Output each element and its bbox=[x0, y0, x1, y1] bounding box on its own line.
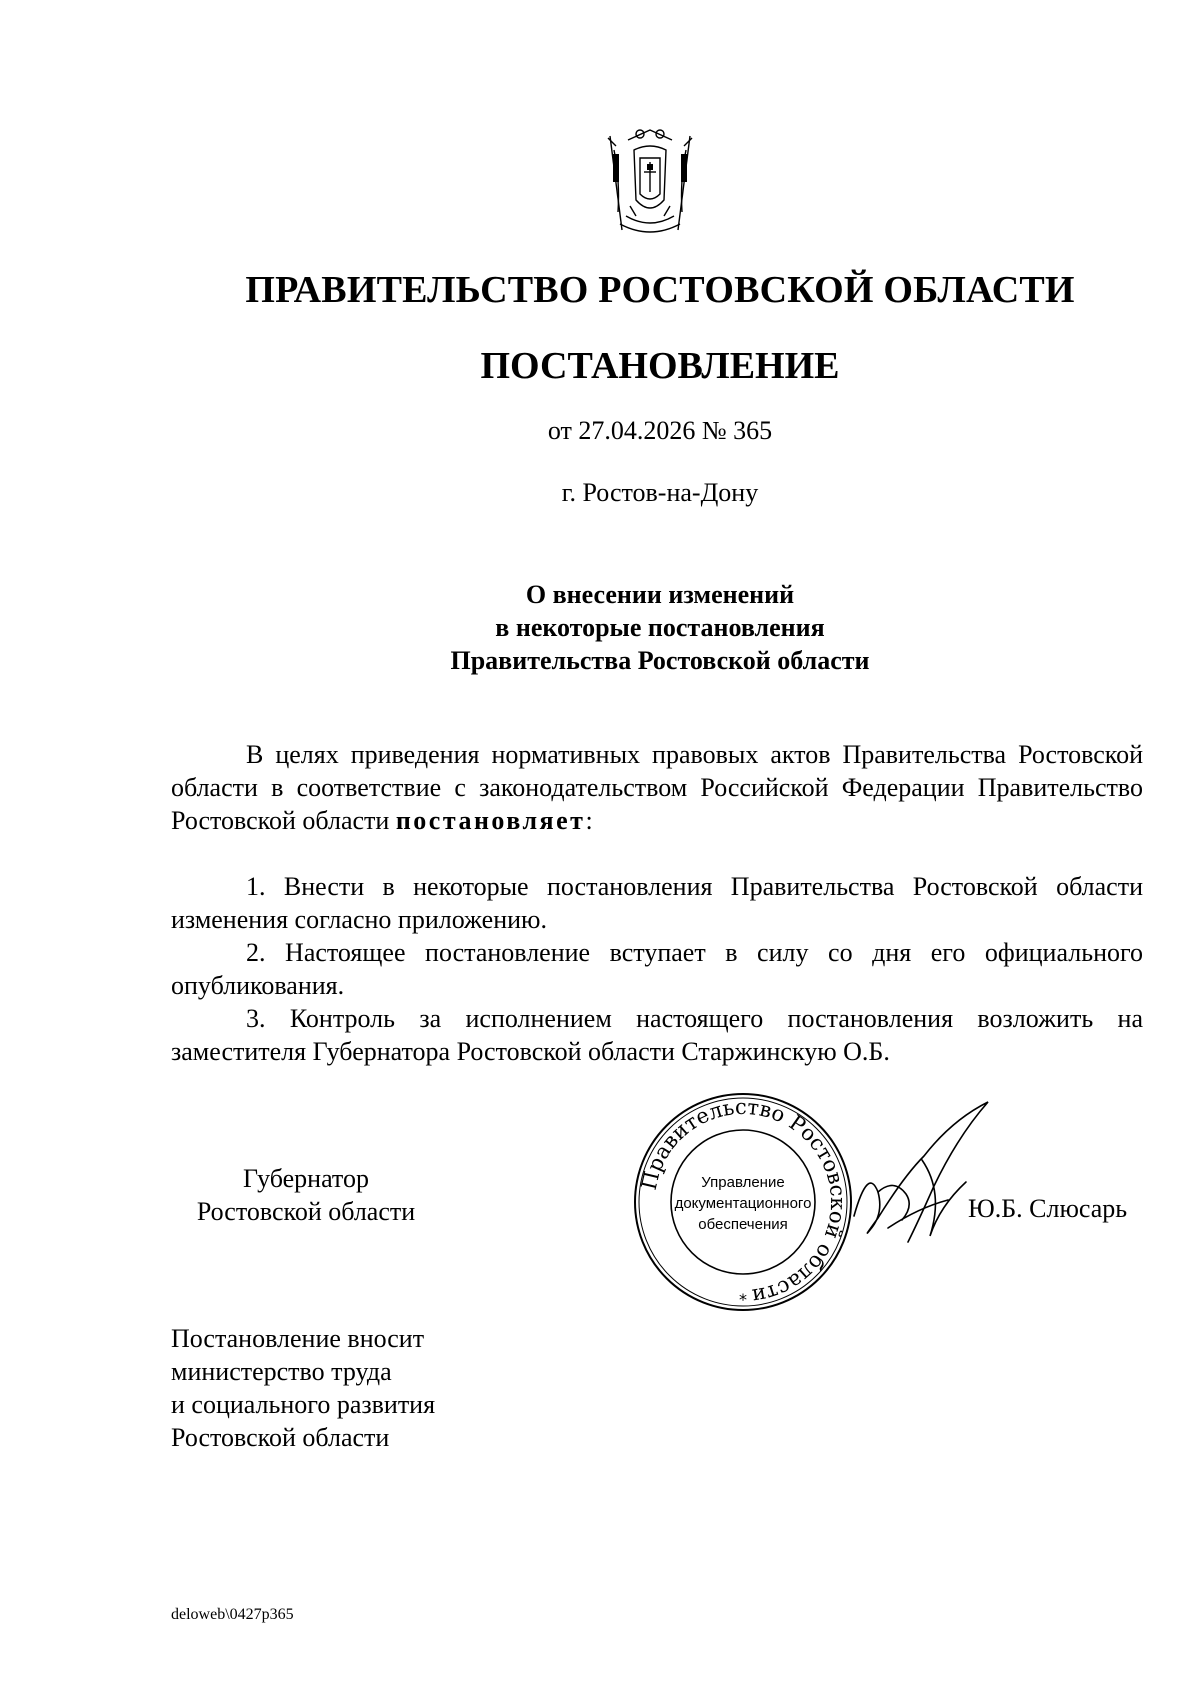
submitter-line: Ростовской области bbox=[171, 1423, 390, 1452]
signer-name: Ю.Б. Слюсарь bbox=[968, 1194, 1128, 1223]
document-city: г. Ростов-на-Дону bbox=[561, 478, 759, 507]
submitter-line: министерство труда bbox=[171, 1357, 392, 1386]
handwritten-signature bbox=[848, 1096, 998, 1248]
submitter-line: и социального развития bbox=[171, 1390, 436, 1419]
stamp-star: * bbox=[739, 1290, 747, 1309]
signer-title-line: Ростовской области bbox=[196, 1197, 416, 1226]
intro-paragraph bbox=[171, 738, 1143, 837]
heading-line: Правительства Ростовской области bbox=[450, 646, 870, 675]
resolution-item: 1. Внести в некоторые постановления Правительства Ростовской области изменения согласно приложению. bbox=[171, 872, 1143, 934]
intro-colon: : bbox=[585, 806, 593, 835]
document-date-number: от 27.04.2026 № 365 bbox=[547, 416, 773, 445]
resolution-item: 3. Контроль за исполнением настоящего постановления возложить на заместителя Губернатора Ростовской области Старжинскую О.Б. bbox=[171, 1004, 1143, 1066]
submitter-line: Постановление вносит bbox=[171, 1324, 425, 1353]
intro-keyword: постановляет bbox=[395, 806, 586, 835]
signer-title bbox=[176, 1162, 436, 1228]
stamp-center-line: обеспечения bbox=[698, 1216, 788, 1233]
organization-title: ПРАВИТЕЛЬСТВО РОСТОВСКОЙ ОБЛАСТИ bbox=[245, 269, 1075, 311]
stamp-center-line: документационного bbox=[674, 1195, 812, 1212]
footer-file-code: deloweb\0427p365 bbox=[171, 1606, 294, 1623]
submitter-note bbox=[171, 1322, 435, 1454]
official-stamp bbox=[628, 1087, 858, 1317]
stamp-center-line: Управление bbox=[701, 1174, 785, 1191]
heading-line: О внесении изменений bbox=[525, 580, 795, 609]
resolution-items bbox=[171, 870, 1143, 1068]
signer-title-line: Губернатор bbox=[243, 1164, 369, 1193]
heading-line: в некоторые постановления bbox=[495, 613, 825, 642]
stamp-ring-text: Правительство Ростовской области bbox=[636, 1094, 851, 1309]
coat-of-arms-emblem bbox=[600, 120, 700, 242]
document-type: ПОСТАНОВЛЕНИЕ bbox=[480, 345, 840, 387]
intro-text: В целях приведения нормативных правовых актов Правительства Ростовской области в соответствие с законодательством Российской Федерации Правительство Ростовской области bbox=[171, 740, 1143, 835]
resolution-item: 2. Настоящее постановление вступает в силу со дня его официального опубликования. bbox=[171, 938, 1143, 1000]
document-heading bbox=[0, 578, 1200, 677]
